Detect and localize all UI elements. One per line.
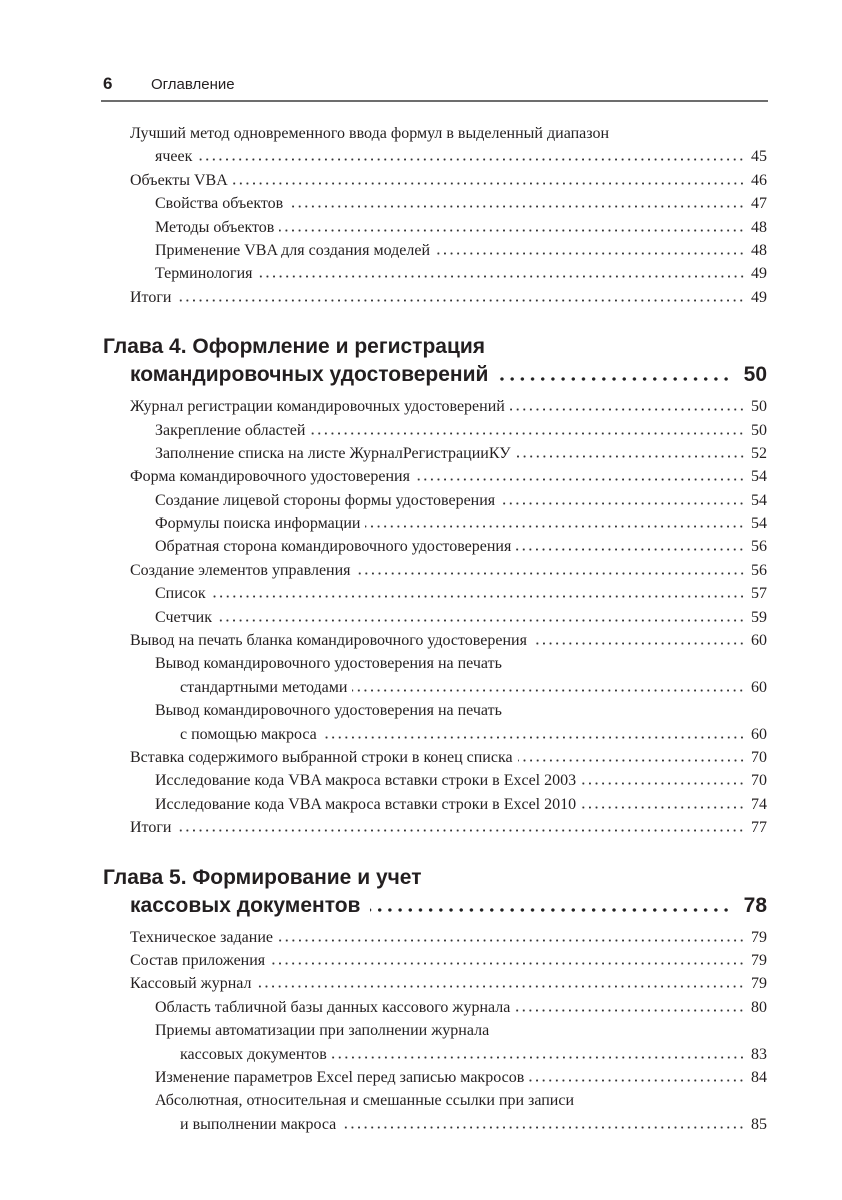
toc-entry-title: ячеек <box>155 148 193 166</box>
chapter-title-text: кассовых документов <box>130 893 361 917</box>
toc-entry-title: Обратная сторона командировочного удостоверения <box>155 538 512 556</box>
toc-entry-title: Состав приложения <box>130 951 266 969</box>
toc-entry[interactable] <box>103 169 767 192</box>
toc-page-number: 50 <box>751 421 767 439</box>
chapter-title-line <box>103 864 767 892</box>
dot-leader <box>197 151 745 161</box>
dot-leader <box>515 1002 745 1012</box>
toc-entry-line <box>103 1019 767 1042</box>
dot-leader <box>581 799 745 809</box>
toc-entry-line <box>103 926 767 949</box>
toc-entry[interactable] <box>103 559 767 582</box>
dot-leader <box>581 775 745 785</box>
dot-leader <box>332 1049 745 1059</box>
toc-page-number: 79 <box>751 975 767 993</box>
dot-leader <box>217 612 745 622</box>
toc-entry-title: Методы объектов <box>155 218 275 236</box>
dot-leader <box>233 175 745 185</box>
dot-leader <box>270 955 745 965</box>
toc-entry[interactable] <box>103 442 767 465</box>
toc-entry-title: Форма командировочного удостоверения <box>130 468 410 486</box>
toc-entry-title: Область табличной базы данных кассового журнала <box>155 998 511 1016</box>
toc-page-number: 48 <box>751 218 767 236</box>
toc-entry[interactable] <box>103 816 767 839</box>
dot-leader <box>532 635 745 645</box>
page-number: 6 <box>103 74 113 93</box>
toc-entry-line <box>103 192 767 215</box>
toc-entry-title: Журнал регистрации командировочных удостоверений <box>130 398 505 416</box>
chapter-title-text: Глава 5. Формирование и учет <box>103 865 422 889</box>
toc-entry-line <box>103 949 767 972</box>
toc-entry-title: Лучший метод одновременного ввода формул в выделенный диапазон <box>130 125 610 142</box>
toc-entry-line <box>103 262 767 285</box>
toc-entry-line <box>103 972 767 995</box>
toc-entry-title: Объекты VBA <box>130 171 228 189</box>
toc-entry-title: Итоги <box>130 288 172 306</box>
toc-entry-title: и выполнении макроса <box>180 1115 337 1133</box>
toc-page-number: 54 <box>751 468 767 486</box>
toc-entry-line <box>103 286 767 309</box>
dot-leader <box>258 268 745 278</box>
toc-entry-title: Терминология <box>155 265 253 283</box>
toc-entry-title: кассовых документов <box>180 1045 327 1063</box>
toc-entry-line <box>103 145 767 168</box>
dot-leader <box>356 565 745 575</box>
toc-entry-line <box>103 629 767 652</box>
toc-page-number: 56 <box>751 561 767 579</box>
toc-entry-line <box>103 419 767 442</box>
dot-leader <box>322 729 745 739</box>
dot-leader <box>370 900 731 912</box>
toc-entry-title: стандартными методами <box>180 678 348 696</box>
toc-entry[interactable] <box>103 262 767 285</box>
toc-entry[interactable] <box>103 582 767 605</box>
toc-entry[interactable] <box>103 286 767 309</box>
toc-entry-title: Кассовый журнал <box>130 975 252 993</box>
toc-entry-title: Формулы поиска информации <box>155 515 361 533</box>
toc-page-number: 84 <box>751 1068 767 1086</box>
toc-entry-line <box>103 239 767 262</box>
toc-entry-line <box>103 122 767 145</box>
toc-page-number: 46 <box>751 171 767 189</box>
toc-page-number: 83 <box>751 1045 767 1063</box>
dot-leader <box>288 198 745 208</box>
toc-entry-line <box>103 676 767 699</box>
toc-page-number: 48 <box>751 241 767 259</box>
toc-page-number: 59 <box>751 608 767 626</box>
toc-entry[interactable] <box>103 996 767 1019</box>
toc-page-number: 49 <box>751 288 767 306</box>
toc-entry-title: Заполнение списка на листе ЖурналРегистрацииКУ <box>155 444 511 462</box>
dot-leader <box>498 369 731 381</box>
chapter-page-number: 78 <box>743 893 767 917</box>
toc-entry-title: Список <box>155 585 206 603</box>
toc-entry-title: Свойства объектов <box>155 195 284 213</box>
chapter-title-text: Глава 4. Оформление и регистрация <box>103 335 486 359</box>
dot-leader <box>435 245 745 255</box>
toc-entry-line <box>103 769 767 792</box>
toc-entry[interactable] <box>103 629 767 652</box>
toc-page-number: 77 <box>751 819 767 837</box>
dot-leader <box>500 495 745 505</box>
running-header <box>101 72 768 102</box>
toc-entry-line <box>103 535 767 558</box>
toc-entry-line <box>103 582 767 605</box>
dot-leader <box>518 752 745 762</box>
dot-leader <box>278 932 745 942</box>
toc-page-number: 74 <box>751 795 767 813</box>
chapter-page-number: 50 <box>743 363 767 387</box>
dot-leader <box>279 222 745 232</box>
toc-page-number: 79 <box>751 928 767 946</box>
toc-entry[interactable] <box>103 926 767 949</box>
toc-entry-line <box>103 746 767 769</box>
toc-entry-group <box>103 122 767 309</box>
toc-entry[interactable] <box>103 606 767 629</box>
toc-entry[interactable] <box>103 192 767 215</box>
toc-entry-line <box>103 723 767 746</box>
toc-entry-title: Абсолютная, относительная и смешанные ссылки при записи <box>155 1092 575 1110</box>
toc-entry[interactable] <box>103 793 767 816</box>
toc-entry-title: Создание лицевой стороны формы удостоверения <box>155 491 496 509</box>
toc-entry-line <box>103 512 767 535</box>
toc-entry-line <box>103 395 767 418</box>
dot-leader <box>176 822 745 832</box>
running-title: Оглавление <box>151 76 235 93</box>
toc-entry-line <box>103 1113 767 1136</box>
dot-leader <box>365 518 745 528</box>
toc-entry[interactable] <box>103 699 767 746</box>
toc-entry[interactable] <box>103 1066 767 1089</box>
chapter-heading[interactable] <box>103 864 767 920</box>
toc-entry[interactable] <box>103 652 767 699</box>
toc-entry-line <box>103 1066 767 1089</box>
toc-entry-line <box>103 606 767 629</box>
toc-entry[interactable] <box>103 239 767 262</box>
toc-page-number: 85 <box>751 1115 767 1133</box>
toc-entry[interactable] <box>103 395 767 418</box>
toc-entry-line <box>103 1043 767 1066</box>
chapter-title-line <box>103 333 767 361</box>
toc-page-number: 80 <box>751 998 767 1016</box>
toc-page-number: 70 <box>751 748 767 766</box>
dot-leader <box>415 471 745 481</box>
toc-entry-line <box>103 216 767 239</box>
toc-entry[interactable] <box>103 489 767 512</box>
toc-entry[interactable] <box>103 1019 767 1066</box>
toc-entry-group <box>103 395 767 839</box>
dot-leader <box>341 1119 745 1129</box>
toc-entry-title: Создание элементов управления <box>130 561 351 579</box>
dot-leader <box>529 1072 745 1082</box>
toc-entry-line <box>103 996 767 1019</box>
toc-page-number: 49 <box>751 265 767 283</box>
toc-page-number: 60 <box>751 725 767 743</box>
toc-entry-title: Счетчик <box>155 608 212 626</box>
toc-entry[interactable] <box>103 465 767 488</box>
toc-page-number: 54 <box>751 515 767 533</box>
toc-entry-line <box>103 489 767 512</box>
toc-page-number: 57 <box>751 585 767 603</box>
toc-entry[interactable] <box>103 419 767 442</box>
dot-leader <box>516 541 745 551</box>
toc-entry-title: Закрепление областей <box>155 421 306 439</box>
dot-leader <box>352 682 745 692</box>
toc-entry-title: Вывод на печать бланка командировочного удостоверения <box>130 632 527 650</box>
chapter-heading[interactable] <box>103 333 767 389</box>
dot-leader <box>211 588 745 598</box>
toc-entry-title: с помощью макроса <box>180 725 317 743</box>
toc-entry-line <box>103 442 767 465</box>
toc-page-number: 50 <box>751 398 767 416</box>
dot-leader <box>176 292 745 302</box>
dot-leader <box>310 425 745 435</box>
dot-leader <box>510 401 745 411</box>
toc-entry-line <box>103 1089 767 1112</box>
dot-leader <box>516 448 745 458</box>
toc-entry-line <box>103 169 767 192</box>
toc-entry-line <box>103 816 767 839</box>
chapter-title-text: командировочных удостоверений <box>130 363 489 387</box>
chapter-title-line <box>103 892 767 920</box>
toc-entry[interactable] <box>103 746 767 769</box>
toc-entry[interactable] <box>103 1089 767 1136</box>
toc-page-number: 60 <box>751 678 767 696</box>
toc-entry-title: Техническое задание <box>130 928 273 946</box>
toc-entry-title: Исследование кода VBA макроса вставки строки в Excel 2010 <box>155 795 577 813</box>
toc-entry-line <box>103 559 767 582</box>
toc-page-number: 47 <box>751 195 767 213</box>
toc-page-number: 45 <box>751 148 767 166</box>
table-of-contents <box>103 122 767 1136</box>
toc-entry[interactable] <box>103 216 767 239</box>
toc-entry-title: Применение VBA для создания моделей <box>155 241 431 259</box>
toc-entry-line <box>103 465 767 488</box>
toc-page-number: 79 <box>751 951 767 969</box>
toc-page-number: 52 <box>751 444 767 462</box>
toc-entry-title: Изменение параметров Excel перед записью макросов <box>155 1068 525 1086</box>
toc-entry[interactable] <box>103 512 767 535</box>
toc-entry[interactable] <box>103 535 767 558</box>
toc-entry[interactable] <box>103 949 767 972</box>
toc-entry-title: Приемы автоматизации при заполнении журнала <box>155 1022 490 1040</box>
toc-entry-title: Исследование кода VBA макроса вставки строки в Excel 2003 <box>155 772 577 790</box>
toc-entry-title: Вставка содержимого выбранной строки в конец списка <box>130 748 513 766</box>
toc-entry-line <box>103 652 767 675</box>
toc-entry-title: Вывод командировочного удостоверения на печать <box>155 655 502 673</box>
toc-page-number: 70 <box>751 772 767 790</box>
toc-entry[interactable] <box>103 972 767 995</box>
toc-entry-line <box>103 793 767 816</box>
toc-entry-title: Вывод командировочного удостоверения на печать <box>155 702 502 720</box>
toc-entry-line <box>103 699 767 722</box>
toc-page-number: 60 <box>751 632 767 650</box>
dot-leader <box>256 978 745 988</box>
toc-entry-group <box>103 926 767 1137</box>
toc-page-number: 56 <box>751 538 767 556</box>
toc-entry-title: Итоги <box>130 819 172 837</box>
toc-page-number: 54 <box>751 491 767 509</box>
toc-entry[interactable] <box>103 122 767 169</box>
toc-entry[interactable] <box>103 769 767 792</box>
chapter-title-line <box>103 361 767 389</box>
